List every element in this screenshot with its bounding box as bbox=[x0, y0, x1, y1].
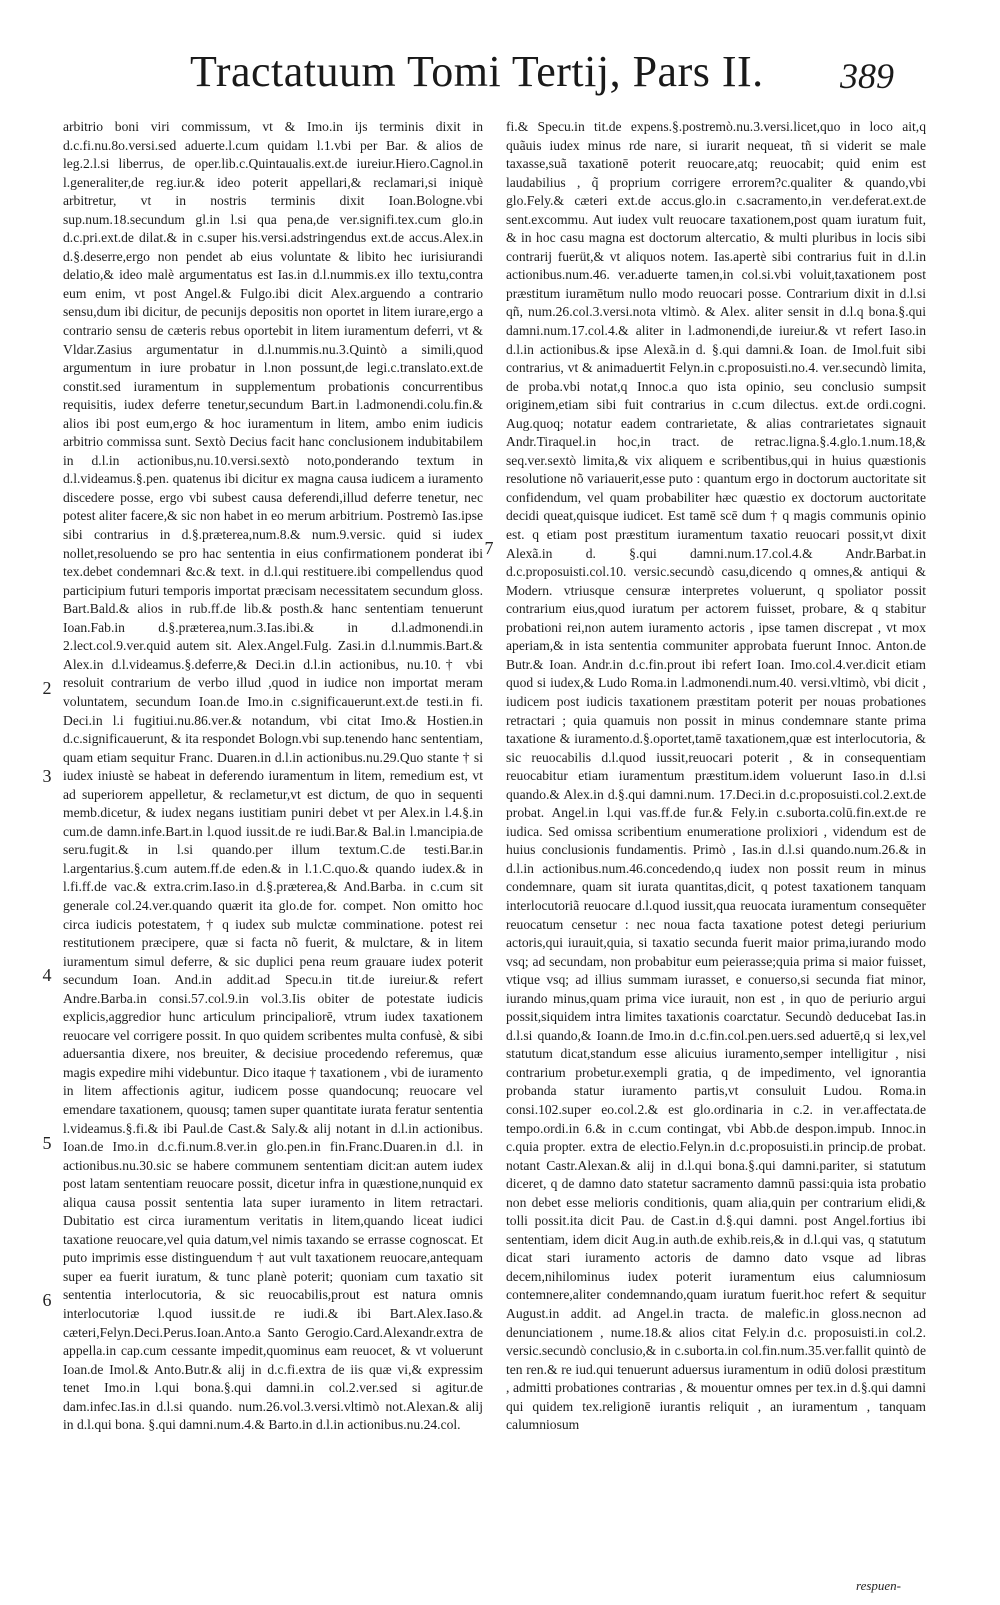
left-column bbox=[63, 118, 483, 1578]
page-header bbox=[0, 44, 1000, 104]
left-column-text: arbitrio boni viri commissum, vt & Imo.in ijs terminis dixit in d.c.fi.nu.8o.versi.sed aduerte.l.cum quidam l.1.vbi per Bar. & alios de leg.2.l.si liberrus, de oper.lib.c.Quintaualis.ext.de iureiur.Hiero.Cagnol.in l.generaliter,de reg.iur.& ideo poterit appellari,& reclamari,si iniquè arbitretur, vt in nostris terminis dixit Ioan.Bologne.vbi sup.num.18.secundum gl.in l.si qua pena,de ver.signifi.tex.cum glo.in d.c.pri.ext.de dilat.& in c.super his.versi.adstringendus ext.de accus.Alex.in d.§.deserre,ergo non pendet ab eius voluntate & libito hec iurisiurandi delatio,& ideo malè argumentatus est Ias.in d.l.nummis.ex illo textu,contra eum enim, vt post Angel.& Fulgo.ibi dicit Alex.arguendo a contrario sensu,dum ibi dicitur, de pecunijs depositis non oportet in litem iurare,ergo a contrario sensu de cæteris rebus oportebit in litem iuramentum deferri, vt & Vldar.Zasius argumentatur in d.l.nummis.nu.3.Quintò a simili,quod argumentum in iure probatur in l.non possunt,de legi.c.translato.ext.de constit.sed iuramentum in supplementum probationis concurrentibus requisitis, iudex deferre tenetur,secundum Bart.in l.admonendi.colu.fin.& alios ibi post eum,ergo & hoc iuramentum in litem, ambo enim iudicis arbitrio commissa sunt. Sextò Decius facit hanc conclusionem indubitabilem in d.l.in actionibus,nu.10.versi.sextò noto,ponderando textum in d.l.videamus.§.pen. quatenus ibi dicitur ex magna causa iudicem a iuramento discedere posse, ergo vbi subest causa deferendi,illud deferre tenetur, nec potest aliter facere,& sic non habet in eo merum arbitrium. Postremò Ias.ipse sibi contrarius in d.§.præterea,num.8.& num.9.versic. quid si iudex nollet,resoluendo se pro hac sententia in eius confirmationem ponderat ibi tex.debet condemnari &c.& text. in d.l.qui restituere.ibi compellendus quod participium futuri temporis importat præcisam necessitatem secundum gloss. Bart.Bald.& alios in rub.ff.de lib.& posth.& hanc sententiam tenuerunt Ioan.Fab.in d.§.præterea,num.3.Ias.ibi.& in d.l.admonendi.in 2.lect.col.9.ver.quid autem sit. Alex.Angel.Fulg. Zasi.in d.l.nummis.Bart.& Alex.in d.l.videamus.§.deferre,& Deci.in d.l.in actionibus, nu.10.† vbi resoluit contrarium de verbo illud ,quod in iudice non importat meram voluntatem, secundum Ioan.de Imo.in c.significauerunt.ext.de testi.in fi. Deci.in l.i fugitiui.nu.86.ver.& notandum, vbi citat Imo.& Hostien.in d.c.significauerunt, & ita respondet Bologn.vbi sup.tenendo hanc sententiam, quam etiam sequitur Franc. Duaren.in d.l.in actionibus.nu.29.Quo stante † si iudex iniustè se habeat in deferendo iuramentum in litem, remedium est, vt ad superiorem appelletur, & reclametur,vt est dictum, de quo in sequenti memb.dicetur, & iudex negans iustitiam puniri debet vt per Alex.in l.4.§.in cum.de damn.infe.Bart.in l.quod iussit.de re iudi.Bar.& Bal.in l.mancipia.de seru.fugit.& in l.si quando.per illum textum.C.de testi.Bar.in l.argentarius.§.cum autem.ff.de eden.& in l.1.C.quo.& quando iudex.& in l.fi.ff.de vac.& extra.crim.Iaso.in d.§.præterea,& And.Barba. in c.cum sit generale col.24.ver.quando quærit ita glo.de for. compet. Non omitto hoc circa iudicis potestatem, † q iudex sub mulctæ comminatione. potest rei restitutionem præcipere, quæ si facta nõ fuerit, & mulctare, & in litem iuramentum simul deferre, & sic duplici pena reum grauare iudex poterit secundum Ioan. And.in addit.ad Specu.in tit.de iureiur.& refert Andre.Barba.in consi.57.col.9.in vol.3.Iis obiter de potestate iudicis explicis,aggredior hunc articulum principaliorē, vtrum iudex taxationem reuocare vel corrigere possit. In quo quidem scribentes multa confusè, & sibi aduersantia dixere, nos breuiter, & decisiue procedendo referemus, quæ magis expedire mihi videbuntur. Dico itaque † taxationem , vbi de iuramento in litem affectionis agitur, iudicem posse quandocunq; reuocare vel emendare taxationem, quousq; tamen super quantitate iurata feratur sententia l.videamus.§.fi.& ibi Paul.de Cast.& Saly.& alij notant in d.l.in actionibus. Ioan.de Imo.in d.c.fi.num.8.ver.in glo.pen.in fin.Franc.Duaren.in d.l. in actionibus.nu.30.sic se habere communem sententiam dicit:an autem iudex post latam sententiam reuocare possit, dicetur infra in quæstione,nunquid ex aliqua causa possit sententia lata super iuramento in litem retractari. Dubitatio est circa iuramentum veritatis in litem,quando liceat iudici taxatione reuocare,vel quia datum,vel nimis taxando se errasse cognoscat. Et puto imprimis esse distinguendum † aut vult taxationem reuocare,antequam super ea fuerit iuratum, & tunc planè poterit; quoniam cum taxatio sit sententia interlocutoria, & sic reuocabilis,prout est natura omnis interlocutoriæ l.quod iussit.de re iudi.& ibi Bart.Alex.Iaso.& cæteri,Felyn.Deci.Perus.Ioan.Anto.a Santo Gerogio.Card.Alexandr.extra de appella.in cap.cum cessante impedit,quominus eam reuocet, & vt voluerunt Ioan.de Imol.& Anto.Butr.& alij in d.c.fi.extra de iis quæ vi,& expressim tenet Imo.in l.qui bona.§.qui damni.in col.2.ver.sed si agitur.de dam.infec.Ias.in d.l.si quando. num.26.vol.3.versi.vltimò not.Alexan.& alij in d.l.qui bona. §.qui damni.num.4.& Barto.in d.l.in actionibus.nu.24.col. bbox=[63, 119, 483, 1433]
right-column-text: fi.& Specu.in tit.de expens.§.postremò.nu.3.versi.licet,quo in loco ait,q quãuis iudex minus rde nare, si iurarit nequeat, tñ si viderit se male taxasse,suã taxationē poterit reuocare,atq; reuocabit; quid enim est laudabilius , q̃ proprium corrigere errorem?c.qualiter & quando,vbi glo.Fely.& cæteri ext.de accus.glo.in c.sacramento,in ver.deferat.ext.de sent.excommu. Aut iudex vult reuocare taxationem,post quam iuratum fuit, & in hoc casu magna est doctorum altercatio, & multi pluribus in locis sibi contrarij fuerüt,& vt aliquos notem. Ias.apertè sibi contrarius fuit in d.l.in actionibus.num.46. ver.aduerte tamen,in col.si.vbi voluit,taxationem post præstitum iuramētum nullo modo reuocari posse. Contrarium dixit in d.l.si qñ, num.26.col.3.versi.nota vltimò. & Alex. aliter sensit in d.l.q bona.§.qui damni.num.17.col.4.& aliter in l.admonendi,de iureiur.& vt refert Iaso.in d.l.in actionibus.& ipse Alexã.in d. §.qui damni.& Ioan. de Imol.fuit sibi contrarius, vt & animaduertit Felyn.in c.proposuisti.no.4. ver.secundò limita, de proba.vbi notat,q Innoc.a quo ista opinio, seu conclusio sumpsit originem,etiam sibi fuit contrarius in c.cum dilectus. ext.de ordi.cogni. Aug.quoq; notatur eadem contrarietate, & alias contrarietates signauit Andr.Tiraquel.in hoc,in tract. de retrac.ligna.§.4.glo.1.num.18,& seq.ver.sextò limita,& vix aliquem e scribentibus,qui in huius quæstionis resolutione nõ variauerit,esse puto : quantum ergo in doctorum auctoritate sit confidendum, vel quam probabiliter hæc quæstio ex doctorum auctoritate decidi queat,quisque iudicet. Est tamē scē dum † q magis communis opinio est. q etiam post præstitum iuramentum taxatio reuocari possit,vt dixit Alexã.in d. §.qui damni.num.17.col.4.& Andr.Barbat.in d.c.proposuisti.col.10. versic.secundò casu,dicendo q omnes,& antiqui & Modern. vtriusque censuræ interpretes voluerunt, q spoliator possit contrarium eius,quod iuratum per actorem fuisset, probare, & q stabitur probationi rei,non autem iuramento actoris , ipse tamen discrepat , vt mox aperiam,& in ista sententia communiter approbata fuerunt Innoc. Anton.de Butr.& Ioan. Andr.in d.c.fin.prout ibi refert Ioan. Imo.col.4.ver.dicit etiam quod si iudex,& Ludo Roma.in l.admonendi.num.40. versi.vltimò, vbi dicit , iudicem post iudicis taxationem præstitam poterit per nouas probationes retractari ; quia quamuis non possit in minus condemnare stante prima taxatione & iuramento.d.§.oportet,tamē taxationem,quæ est interlocutoria, & sic reuocabilis d.l.quod iussit,reuocari poterit , & in consequentiam reuocabitur etiam iuramentum præstitum.idem voluerunt Iaso.in d.l.si quando.& Alex.in d.§.qui damni.num. 17.Deci.in d.c.proposuisti.col.2.ext.de probat. Angel.in l.qui vas.ff.de fur.& Fely.in c.suborta.colū.fin.ext.de re iudica. Sed omissa scribentium enumeratione prolixiori , videndum est de huius conclusionis fundamentis. Primò , Ias.in d.l.si quando.num.26.& in d.l.in actionibus.num.46.concedendo,q iudex non possit reum in minus condemnare, quam sit iurata quantitas,dicit, q potest taxationem tanquam interlocutoriã reuocare d.l.quod iussit,qua reuocata iuramentum consequēter reuocatum censetur : nec noua facta taxatione potest detegi periurium actoris,qui iurauit,quia, si taxatio secunda fuerit maior prima,iurando modo vsq; ad secundam, non probabitur eum peierasse;quia prima si maior fuisset, vtique vsq; ad illius summam iurasset, e conuerso,si secunda fiat minor, iurando minus,quam prima vice iurauit, non est , in quo de periurio argui possit,siquidem intra limites taxationis coarctatur. Secundò deducebat Ias.in d.l.si quando,& Ioann.de Imo.in d.c.fin.col.pen.uers.sed aduertē,q si lex,vel statutum dicat,standum esse alicuius iuramento,semper intelligitur , nisi contrarium probetur.exempli gratia, q de impedimento, vel ignorantia probanda statur iuramento partis,vt consuluit Ludou. Roma.in consi.102.super eo.col.2.& est glo.ordinaria in c.2. in ver.affectata.de tempo.ordi.in 6.& in c.cum contingat, vbi Abb.de despon.impub. Innoc.in c.quia propter. extra de electio.Felyn.in d.c.proposuisti.in princip.de probat. notant Castr.Alexan.& alij in d.l.qui bona.§.qui damni.pariter, si statutum diceret, q de damno dato statetur sacramento damnū passi:quia ista probatio non debet esse melioris conditionis, quam alia,quin per contrarium elidi,& tolli possit.ita dicit Pau. de Cast.in d.§.qui damni. post Angel.fortius ibi sententiam, idem dicit Aug.in auth.de exhib.reis,& in d.l.qui vas, q statutum dicat stari iuramento actoris de damno dato vsque ad libras decem,nihilominus iudex poterit iuramentum eius calumniosum contemnere,aliter condemnando,quam iuratum fuerit.hoc refert & sequitur August.in addit. ad Angel.in tracta. de malefic.in gloss.necnon ad denunciationem , nume.18.& alios citat Fely.in d.c. proposuisti.in col.2. versic.secundò conclusio,& in c.suborta.in col.fin.num.35.ver.fallit quintò de ten ren.& re iud.qui tenuerunt aduersus iuramentum in odiū dolosi præstitum , admitti probationes contrarias , & mouentur omnes per tex.in d.§.qui damni qui quidem tex.religionē iurantis reliquit , an iuramentum , tanquam calumniosum bbox=[506, 119, 926, 1433]
page-number: 389 bbox=[840, 56, 894, 96]
running-title: Tractatuum Tomi Tertij, Pars II. bbox=[190, 47, 764, 96]
margin-number-2: 2 bbox=[42, 678, 52, 698]
margin-number-3: 3 bbox=[42, 766, 52, 786]
margin-number-7: 7 bbox=[484, 538, 494, 558]
margin-number-4: 4 bbox=[42, 965, 52, 985]
margin-number-6: 6 bbox=[42, 1290, 52, 1310]
margin-number-5: 5 bbox=[42, 1133, 52, 1153]
right-column bbox=[506, 118, 926, 1578]
catchword: respuen- bbox=[856, 1578, 902, 1593]
